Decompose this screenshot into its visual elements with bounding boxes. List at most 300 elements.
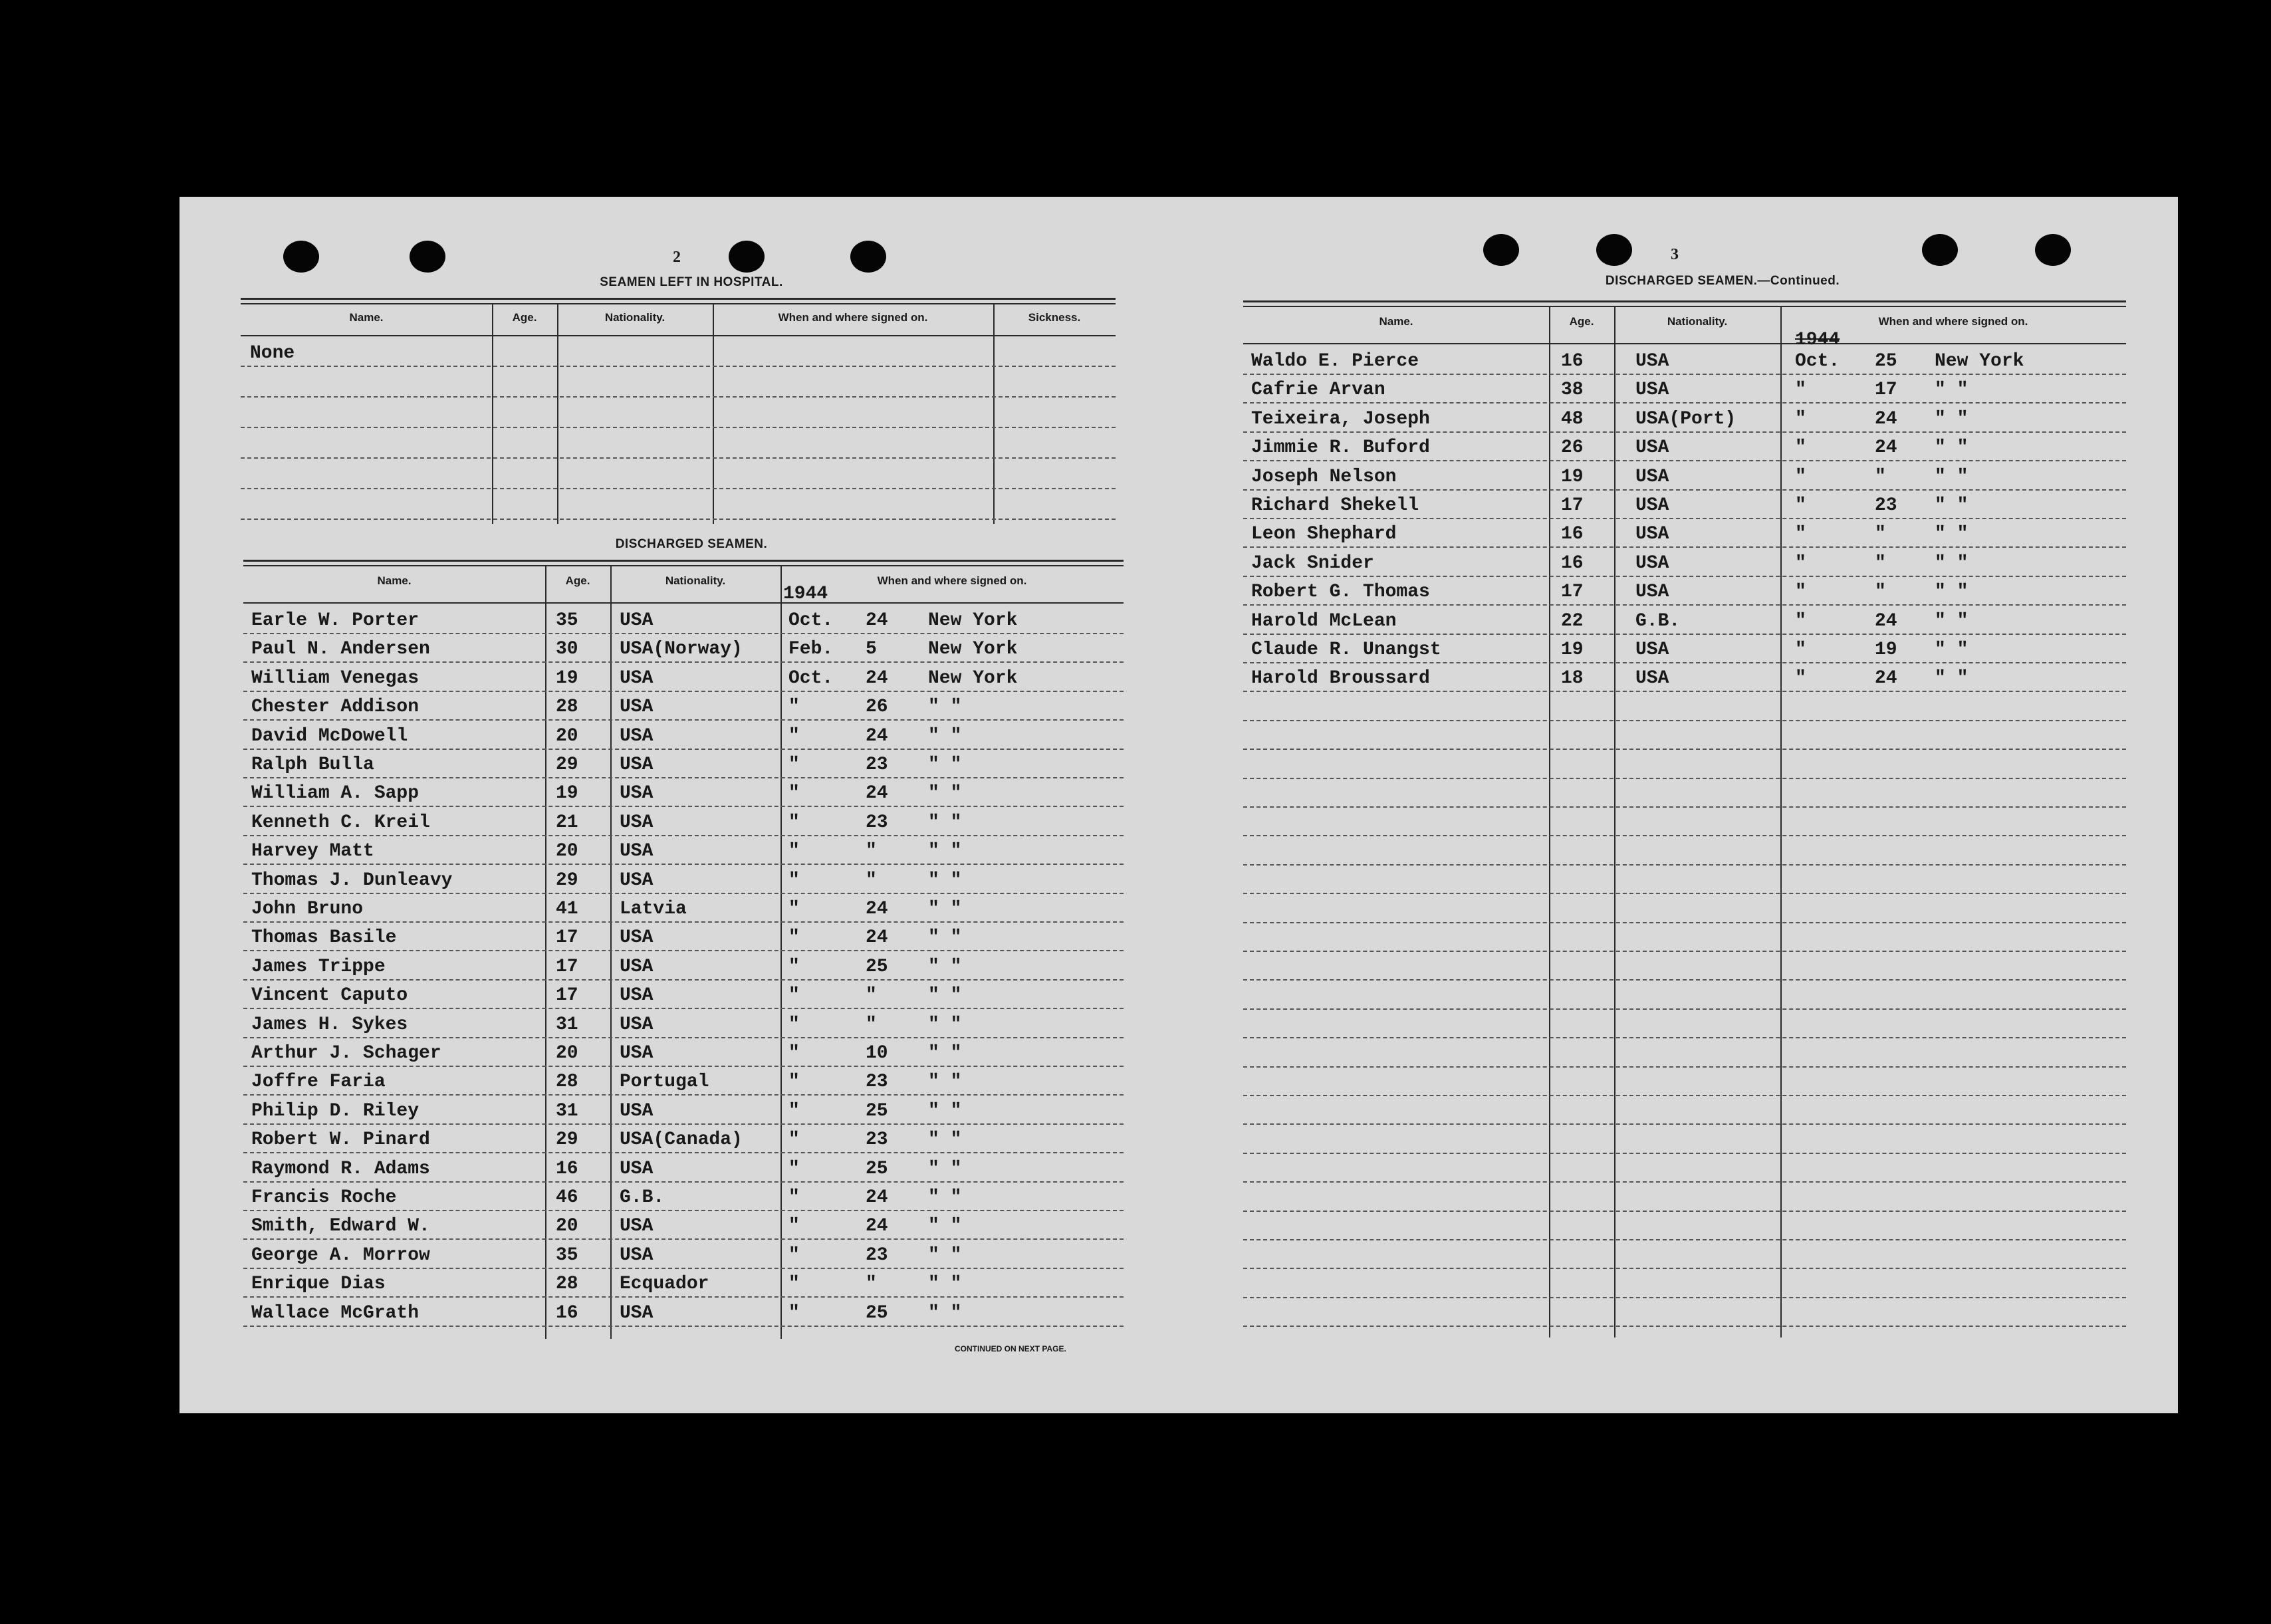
header-name: Name. bbox=[1379, 315, 1413, 328]
seaman-name: Philip D. Riley bbox=[251, 1100, 419, 1121]
seaman-name: Jimmie R. Buford bbox=[1251, 437, 1430, 459]
signed-day: 23 bbox=[866, 1129, 888, 1151]
signed-day: 24 bbox=[866, 667, 888, 689]
seaman-nationality: USA bbox=[620, 1043, 654, 1064]
table-row bbox=[1243, 1066, 2126, 1096]
signed-day: 19 bbox=[1875, 639, 1897, 660]
signed-day: 24 bbox=[1875, 610, 1897, 632]
signed-month: Oct. bbox=[1795, 351, 1840, 372]
signed-month: " bbox=[1795, 466, 1806, 487]
signed-place: " " bbox=[928, 985, 962, 1006]
signed-month: Oct. bbox=[788, 667, 834, 689]
table-row bbox=[1243, 633, 2126, 663]
signed-place: " " bbox=[928, 870, 962, 891]
seaman-age: 30 bbox=[556, 639, 578, 660]
signed-month: Feb. bbox=[788, 639, 834, 660]
table-row bbox=[1243, 1181, 2126, 1212]
seaman-age: 46 bbox=[556, 1187, 578, 1208]
header-nationality: Nationality. bbox=[604, 311, 665, 324]
header-age: Age. bbox=[1569, 315, 1594, 328]
signed-day: 23 bbox=[866, 754, 888, 775]
seaman-age: 17 bbox=[556, 927, 578, 949]
signed-day: 23 bbox=[866, 1244, 888, 1266]
seaman-nationality: G.B. bbox=[620, 1187, 665, 1208]
signed-month: Oct. bbox=[788, 610, 834, 631]
continued-section-title: DISCHARGED SEAMEN.—Continued. bbox=[1605, 274, 1840, 288]
seaman-nationality: USA bbox=[620, 927, 654, 949]
signed-day: 23 bbox=[866, 1072, 888, 1093]
seaman-age: 35 bbox=[556, 610, 578, 631]
signed-day: 24 bbox=[866, 783, 888, 804]
signed-place: " " bbox=[1935, 437, 1969, 459]
table-row bbox=[243, 806, 1124, 836]
table-row bbox=[1243, 489, 2126, 519]
page-number: 3 bbox=[1671, 246, 1679, 263]
signed-place: " " bbox=[928, 899, 962, 919]
signed-place: " " bbox=[1935, 639, 1969, 660]
signed-place: New York bbox=[928, 667, 1018, 689]
signed-month: " bbox=[1795, 524, 1806, 545]
punch-hole bbox=[410, 241, 445, 273]
table-row bbox=[243, 1181, 1124, 1211]
table-rule bbox=[1243, 306, 2126, 307]
seaman-nationality: USA bbox=[1635, 437, 1669, 459]
seaman-name: Jack Snider bbox=[1251, 552, 1374, 574]
punch-hole bbox=[729, 241, 765, 273]
table-row bbox=[1243, 344, 2126, 375]
seaman-age: 19 bbox=[1561, 639, 1584, 660]
page-number: 2 bbox=[673, 249, 681, 266]
signed-day: 24 bbox=[866, 927, 888, 949]
signed-place: " " bbox=[1935, 495, 1969, 516]
table-rule bbox=[241, 298, 1116, 300]
table-row bbox=[1243, 835, 2126, 866]
signed-month: " bbox=[788, 1158, 800, 1179]
table-row bbox=[241, 398, 1116, 428]
table-row bbox=[1243, 777, 2126, 808]
seaman-name: Ralph Bulla bbox=[251, 754, 374, 775]
signed-month: " bbox=[788, 1244, 800, 1266]
signed-month: " bbox=[788, 1302, 800, 1324]
table-row bbox=[243, 892, 1124, 923]
table-row bbox=[243, 1267, 1124, 1298]
seaman-nationality: USA bbox=[620, 610, 654, 631]
table-row bbox=[1243, 1094, 2126, 1125]
table-row bbox=[241, 459, 1116, 489]
table-row bbox=[243, 1036, 1124, 1067]
seaman-nationality: USA bbox=[1635, 582, 1669, 603]
signed-place: " " bbox=[928, 1043, 962, 1064]
table-rule bbox=[243, 560, 1124, 562]
signed-day: " bbox=[1875, 524, 1886, 545]
signed-day: 25 bbox=[1875, 351, 1897, 372]
table-row bbox=[243, 979, 1124, 1009]
seaman-name: Francis Roche bbox=[251, 1187, 397, 1208]
table-row bbox=[241, 336, 1116, 367]
signed-day: 23 bbox=[866, 812, 888, 833]
signed-month: " bbox=[788, 783, 800, 804]
seaman-name: Harold McLean bbox=[1251, 610, 1397, 632]
seaman-age: 28 bbox=[556, 697, 578, 718]
seaman-age: 35 bbox=[556, 1244, 578, 1266]
seaman-nationality: USA bbox=[1635, 524, 1669, 545]
seaman-name: Chester Addison bbox=[251, 697, 419, 718]
signed-day: " bbox=[866, 985, 877, 1006]
seaman-age: 17 bbox=[1561, 582, 1584, 603]
seaman-name: Paul N. Andersen bbox=[251, 639, 430, 660]
signed-place: " " bbox=[928, 812, 962, 833]
seaman-age: 41 bbox=[556, 899, 578, 919]
seaman-nationality: USA bbox=[1635, 380, 1669, 401]
year-note: 1944 bbox=[1795, 330, 1840, 350]
signed-month: " bbox=[788, 927, 800, 949]
table-rule bbox=[243, 565, 1124, 566]
signed-day: 25 bbox=[866, 1302, 888, 1324]
signed-day: " bbox=[866, 841, 877, 862]
table-row bbox=[1243, 604, 2126, 635]
seaman-name: Thomas Basile bbox=[251, 927, 397, 949]
seaman-name: Joseph Nelson bbox=[1251, 466, 1397, 487]
seaman-age: 16 bbox=[556, 1302, 578, 1324]
seaman-nationality: USA bbox=[620, 754, 654, 775]
seaman-age: 19 bbox=[556, 783, 578, 804]
signed-day: " bbox=[866, 1014, 877, 1035]
seaman-name: Enrique Dias bbox=[251, 1274, 386, 1295]
seaman-age: 48 bbox=[1561, 408, 1584, 429]
signed-day: 24 bbox=[866, 1187, 888, 1208]
signed-month: " bbox=[1795, 380, 1806, 401]
seaman-name: Cafrie Arvan bbox=[1251, 380, 1385, 401]
seaman-name: Vincent Caputo bbox=[251, 985, 408, 1006]
seaman-age: 16 bbox=[556, 1158, 578, 1179]
signed-place: " " bbox=[928, 927, 962, 949]
signed-month: " bbox=[788, 1187, 800, 1208]
signed-place: " " bbox=[1935, 582, 1969, 603]
table-row bbox=[243, 632, 1124, 663]
table-row bbox=[1243, 431, 2126, 461]
seaman-nationality: USA bbox=[1635, 495, 1669, 516]
table-row bbox=[243, 748, 1124, 778]
signed-place: New York bbox=[1935, 351, 2024, 372]
signed-place: " " bbox=[928, 956, 962, 977]
seaman-name: Leon Shephard bbox=[1251, 524, 1397, 545]
seaman-name: Thomas J. Dunleavy bbox=[251, 870, 453, 891]
punch-hole bbox=[1922, 234, 1958, 266]
signed-place: " " bbox=[928, 697, 962, 718]
seaman-age: 22 bbox=[1561, 610, 1584, 632]
seaman-nationality: USA bbox=[620, 956, 654, 977]
signed-month: " bbox=[788, 899, 800, 919]
signed-day: 5 bbox=[866, 639, 877, 660]
seaman-age: 18 bbox=[1561, 668, 1584, 689]
table-row bbox=[241, 367, 1116, 398]
signed-day: 10 bbox=[866, 1043, 888, 1064]
signed-place: " " bbox=[928, 1158, 962, 1179]
seaman-name: Arthur J. Schager bbox=[251, 1043, 441, 1064]
table-row bbox=[1243, 864, 2126, 894]
signed-day: 25 bbox=[866, 1158, 888, 1179]
signed-day: " bbox=[1875, 466, 1886, 487]
signed-day: 24 bbox=[866, 899, 888, 919]
signed-day: 23 bbox=[1875, 495, 1897, 516]
seaman-name: Kenneth C. Kreil bbox=[251, 812, 430, 833]
seaman-nationality: USA bbox=[620, 841, 654, 862]
signed-place: " " bbox=[928, 1072, 962, 1093]
signed-day: " bbox=[866, 1274, 877, 1295]
signed-month: " bbox=[788, 985, 800, 1006]
seaman-name: Wallace McGrath bbox=[251, 1302, 419, 1324]
signed-day: 24 bbox=[1875, 668, 1897, 689]
table-row bbox=[1243, 921, 2126, 952]
signed-place: New York bbox=[928, 610, 1018, 631]
right-page bbox=[1207, 197, 2178, 1413]
signed-month: " bbox=[1795, 639, 1806, 660]
seaman-age: 16 bbox=[1561, 524, 1584, 545]
seaman-age: 20 bbox=[556, 1043, 578, 1064]
header-sickness: Sickness. bbox=[1028, 311, 1081, 324]
seaman-nationality: USA bbox=[1635, 552, 1669, 574]
seaman-nationality: Latvia bbox=[620, 899, 687, 919]
signed-month: " bbox=[788, 1072, 800, 1093]
table-row bbox=[1243, 1268, 2126, 1298]
table-row bbox=[1243, 1210, 2126, 1240]
signed-month: " bbox=[788, 1129, 800, 1151]
table-row bbox=[1243, 517, 2126, 548]
signed-month: " bbox=[788, 841, 800, 862]
header-age: Age. bbox=[565, 574, 590, 587]
seaman-name: Joffre Faria bbox=[251, 1072, 386, 1093]
table-row bbox=[243, 1094, 1124, 1125]
table-row bbox=[243, 864, 1124, 894]
signed-month: " bbox=[788, 870, 800, 891]
table-row bbox=[243, 719, 1124, 750]
seaman-name: David McDowell bbox=[251, 725, 408, 747]
signed-day: 17 bbox=[1875, 380, 1897, 401]
signed-place: " " bbox=[928, 1302, 962, 1324]
signed-day: 24 bbox=[866, 725, 888, 747]
header-signed-on: When and where signed on. bbox=[877, 574, 1027, 587]
seaman-nationality: USA bbox=[620, 1244, 654, 1266]
table-row bbox=[241, 428, 1116, 459]
signed-month: " bbox=[1795, 668, 1806, 689]
seaman-name: William Venegas bbox=[251, 667, 419, 689]
seaman-age: 28 bbox=[556, 1274, 578, 1295]
signed-place: " " bbox=[928, 841, 962, 862]
seaman-name: Smith, Edward W. bbox=[251, 1216, 430, 1237]
signed-day: 24 bbox=[866, 1216, 888, 1237]
seaman-name: Robert W. Pinard bbox=[251, 1129, 430, 1151]
table-row bbox=[1243, 1123, 2126, 1154]
signed-month: " bbox=[1795, 437, 1806, 459]
year-note: 1944 bbox=[783, 584, 828, 604]
seaman-age: 29 bbox=[556, 754, 578, 775]
seaman-nationality: USA bbox=[620, 667, 654, 689]
table-row bbox=[243, 1152, 1124, 1183]
signed-month: " bbox=[788, 1274, 800, 1295]
signed-place: " " bbox=[928, 1216, 962, 1237]
hospital-table bbox=[241, 298, 1116, 524]
signed-place: " " bbox=[928, 754, 962, 775]
seaman-age: 29 bbox=[556, 870, 578, 891]
table-row bbox=[1243, 749, 2126, 779]
header-signed-on: When and where signed on. bbox=[1878, 315, 2028, 328]
seaman-nationality: USA bbox=[620, 812, 654, 833]
signed-month: " bbox=[788, 956, 800, 977]
seaman-name: James Trippe bbox=[251, 956, 386, 977]
signed-day: 24 bbox=[1875, 437, 1897, 459]
signed-day: 26 bbox=[866, 697, 888, 718]
seaman-name: James H. Sykes bbox=[251, 1014, 408, 1035]
signed-place: " " bbox=[928, 1100, 962, 1121]
seaman-nationality: USA bbox=[620, 783, 654, 804]
signed-day: 25 bbox=[866, 1100, 888, 1121]
signed-place: " " bbox=[928, 1129, 962, 1151]
signed-place: New York bbox=[928, 639, 1018, 660]
discharged-section-title: DISCHARGED SEAMEN. bbox=[615, 537, 768, 551]
seaman-nationality: USA bbox=[1635, 351, 1669, 372]
table-row bbox=[243, 1123, 1124, 1153]
seaman-age: 20 bbox=[556, 841, 578, 862]
table-row bbox=[243, 1238, 1124, 1269]
seaman-nationality: USA bbox=[1635, 639, 1669, 660]
table-row bbox=[243, 950, 1124, 981]
seaman-nationality: Portugal bbox=[620, 1072, 709, 1093]
table-row bbox=[1243, 1152, 2126, 1183]
signed-day: 24 bbox=[866, 610, 888, 631]
hospital-entry: None bbox=[250, 343, 295, 364]
signed-month: " bbox=[788, 812, 800, 833]
punch-hole bbox=[283, 241, 319, 273]
seaman-name: George A. Morrow bbox=[251, 1244, 430, 1266]
signed-place: " " bbox=[928, 1274, 962, 1295]
signed-month: " bbox=[788, 697, 800, 718]
signed-place: " " bbox=[1935, 610, 1969, 632]
signed-place: " " bbox=[928, 1187, 962, 1208]
signed-day: " bbox=[866, 870, 877, 891]
seaman-name: Waldo E. Pierce bbox=[1251, 351, 1419, 372]
seaman-age: 19 bbox=[1561, 466, 1584, 487]
seaman-age: 31 bbox=[556, 1100, 578, 1121]
seaman-age: 19 bbox=[556, 667, 578, 689]
signed-month: " bbox=[788, 1014, 800, 1035]
signed-place: " " bbox=[928, 725, 962, 747]
table-row bbox=[241, 489, 1116, 520]
seaman-age: 17 bbox=[556, 985, 578, 1006]
table-row bbox=[1243, 806, 2126, 836]
table-rule bbox=[241, 303, 1116, 304]
signed-month: " bbox=[788, 1043, 800, 1064]
signed-place: " " bbox=[928, 1244, 962, 1266]
table-row bbox=[243, 1065, 1124, 1096]
seaman-nationality: USA bbox=[620, 697, 654, 718]
table-row bbox=[1243, 575, 2126, 606]
header-nationality: Nationality. bbox=[1667, 315, 1728, 328]
discharged-table bbox=[243, 560, 1124, 1339]
seaman-name: John Bruno bbox=[251, 899, 364, 919]
table-row bbox=[1243, 460, 2126, 491]
table-row bbox=[243, 1209, 1124, 1240]
table-row bbox=[243, 834, 1124, 865]
signed-month: " bbox=[1795, 408, 1806, 429]
seaman-nationality: USA bbox=[1635, 668, 1669, 689]
seaman-age: 26 bbox=[1561, 437, 1584, 459]
seaman-age: 31 bbox=[556, 1014, 578, 1035]
seaman-age: 17 bbox=[556, 956, 578, 977]
header-signed-on: When and where signed on. bbox=[778, 311, 928, 324]
seaman-nationality: USA bbox=[1635, 466, 1669, 487]
signed-month: " bbox=[788, 1100, 800, 1121]
signed-place: " " bbox=[1935, 466, 1969, 487]
seaman-name: Claude R. Unangst bbox=[1251, 639, 1441, 660]
seaman-age: 17 bbox=[1561, 495, 1584, 516]
table-row bbox=[1243, 546, 2126, 577]
seaman-age: 20 bbox=[556, 725, 578, 747]
punch-hole bbox=[1483, 234, 1519, 266]
signed-month: " bbox=[1795, 610, 1806, 632]
signed-day: 24 bbox=[1875, 408, 1897, 429]
seaman-name: Robert G. Thomas bbox=[1251, 582, 1430, 603]
punch-hole bbox=[2035, 234, 2071, 266]
seaman-nationality: USA bbox=[620, 1302, 654, 1324]
signed-place: " " bbox=[1935, 524, 1969, 545]
header-name: Name. bbox=[377, 574, 412, 587]
header-age: Age. bbox=[512, 311, 537, 324]
table-row bbox=[1243, 1008, 2126, 1038]
seaman-age: 21 bbox=[556, 812, 578, 833]
seaman-name: Raymond R. Adams bbox=[251, 1158, 430, 1179]
header-nationality: Nationality. bbox=[665, 574, 726, 587]
signed-month: " bbox=[788, 754, 800, 775]
seaman-nationality: USA(Canada) bbox=[620, 1129, 743, 1151]
signed-day: 25 bbox=[866, 956, 888, 977]
seaman-nationality: USA(Norway) bbox=[620, 639, 743, 660]
table-row bbox=[243, 1296, 1124, 1327]
seaman-nationality: USA bbox=[620, 1216, 654, 1237]
seaman-nationality: USA bbox=[620, 1158, 654, 1179]
signed-day: " bbox=[1875, 552, 1886, 574]
seaman-age: 38 bbox=[1561, 380, 1584, 401]
signed-place: " " bbox=[1935, 668, 1969, 689]
table-row bbox=[243, 661, 1124, 692]
table-row bbox=[1243, 719, 2126, 750]
table-row bbox=[1243, 373, 2126, 404]
continued-note: CONTINUED ON NEXT PAGE. bbox=[955, 1344, 1066, 1353]
seaman-name: Teixeira, Joseph bbox=[1251, 408, 1430, 429]
signed-month: " bbox=[1795, 582, 1806, 603]
table-row bbox=[1243, 661, 2126, 692]
seaman-name: Harvey Matt bbox=[251, 841, 374, 862]
seaman-age: 28 bbox=[556, 1072, 578, 1093]
table-row bbox=[243, 776, 1124, 807]
seaman-name: Harold Broussard bbox=[1251, 668, 1430, 689]
signed-place: " " bbox=[928, 1014, 962, 1035]
left-page bbox=[179, 197, 1207, 1413]
table-row bbox=[1243, 1296, 2126, 1327]
table-row bbox=[1243, 1238, 2126, 1269]
seaman-name: Richard Shekell bbox=[1251, 495, 1419, 516]
seaman-nationality: Ecquador bbox=[620, 1274, 709, 1295]
signed-month: " bbox=[1795, 552, 1806, 574]
table-row bbox=[243, 1008, 1124, 1038]
seaman-nationality: USA bbox=[620, 870, 654, 891]
seaman-age: 16 bbox=[1561, 552, 1584, 574]
hospital-section-title: SEAMEN LEFT IN HOSPITAL. bbox=[600, 275, 783, 289]
signed-place: " " bbox=[1935, 552, 1969, 574]
seaman-name: William A. Sapp bbox=[251, 783, 419, 804]
signed-place: " " bbox=[1935, 380, 1969, 401]
table-row bbox=[1243, 950, 2126, 981]
seaman-nationality: G.B. bbox=[1635, 610, 1681, 632]
